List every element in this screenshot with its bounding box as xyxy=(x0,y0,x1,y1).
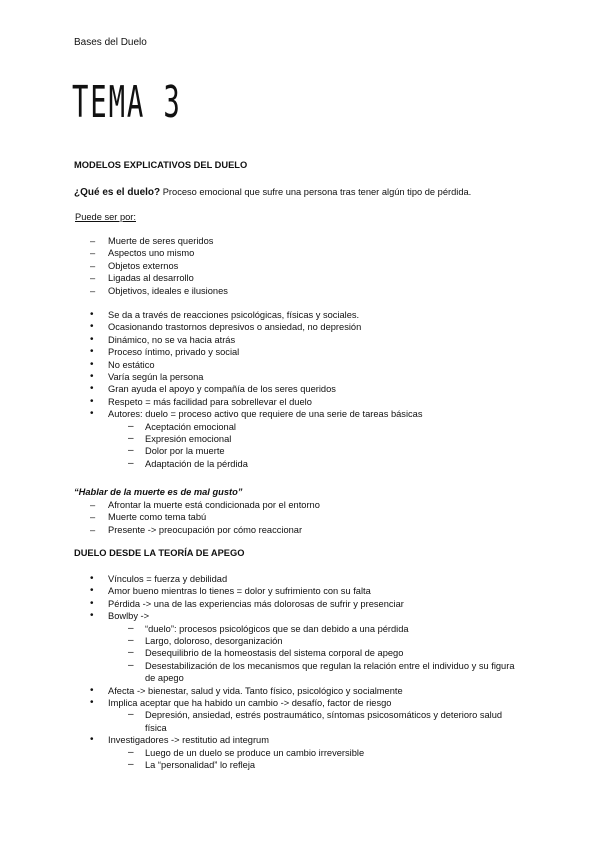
list-item: – Objetos externos xyxy=(90,260,228,272)
list-item xyxy=(90,697,520,734)
definition-question: ¿Qué es el duelo? xyxy=(74,187,161,198)
definition-paragraph xyxy=(74,186,471,199)
implica-text: Implica aceptar que ha habido un cambio -> desafío, factor de riesgo xyxy=(108,697,392,708)
list-item: • Vínculos = fuerza y debilidad xyxy=(90,573,520,585)
list-item: – Presente -> preocupación por cómo reaccionar xyxy=(90,524,320,536)
tasks-sublist xyxy=(128,421,422,471)
list-item: – Objetivos, ideales e ilusiones xyxy=(90,285,228,297)
list-item: – Ligadas al desarrollo xyxy=(90,272,228,284)
list-item: – Aspectos uno mismo xyxy=(90,247,228,259)
list-item: • Afecta -> bienestar, salud y vida. Tanto físico, psicológico y socialmente xyxy=(90,685,520,697)
list-item: – Desestabilización de los mecanismos que regulan la relación entre el individuo y su figura de apego xyxy=(128,660,520,685)
list-item: – Desequilibrio de la homeostasis del sistema corporal de apego xyxy=(128,647,520,659)
characteristics-list xyxy=(90,309,422,470)
list-item: – Depresión, ansiedad, estrés postraumático, síntomas psicosomáticos y deterioro salud física xyxy=(128,709,520,734)
section-heading-modelos: MODELOS EXPLICATIVOS DEL DUELO xyxy=(74,160,248,170)
list-item: – Expresión emocional xyxy=(128,433,422,445)
list-item: • No estático xyxy=(90,359,422,371)
investigadores-sublist xyxy=(128,747,520,772)
list-item: • Proceso íntimo, privado y social xyxy=(90,346,422,358)
list-item: • Ocasionando trastornos depresivos o ansiedad, no depresión xyxy=(90,321,422,333)
quote-heading: “Hablar de la muerte es de mal gusto” xyxy=(74,487,243,497)
section-heading-apego: DUELO DESDE LA TEORÍA DE APEGO xyxy=(74,548,245,558)
list-item: – “duelo”: procesos psicológicos que se dan debido a una pérdida xyxy=(128,623,520,635)
list-item: – Dolor por la muerte xyxy=(128,445,422,457)
list-item: • Gran ayuda el apoyo y compañía de los seres queridos xyxy=(90,383,422,395)
list-item: – La “personalidad” lo refleja xyxy=(128,759,520,771)
list-item xyxy=(90,610,520,684)
list-item: • Respeto = más facilidad para sobrellevar el duelo xyxy=(90,396,422,408)
list-item: – Afrontar la muerte está condicionada por el entorno xyxy=(90,499,320,511)
list-item: – Muerte de seres queridos xyxy=(90,235,228,247)
list-item xyxy=(90,734,520,771)
list-item: – Largo, doloroso, desorganización xyxy=(128,635,520,647)
list-item: – Muerte como tema tabú xyxy=(90,511,320,523)
list-item: • Varía según la persona xyxy=(90,371,422,383)
bowlby-text: Bowlby -> xyxy=(108,611,150,622)
page-title: TEMA 3 xyxy=(72,77,182,128)
implica-sublist xyxy=(128,709,520,734)
list-item: • Pérdida -> una de las experiencias más dolorosas de sufrir y presenciar xyxy=(90,598,520,610)
list-item: • Amor bueno mientras lo tienes = dolor y sufrimiento con su falta xyxy=(90,585,520,597)
quote-list xyxy=(90,499,320,536)
list-item: – Adaptación de la pérdida xyxy=(128,458,422,470)
investigadores-text: Investigadores -> restitutio ad integrum xyxy=(108,735,269,746)
list-item: – Luego de un duelo se produce un cambio irreversible xyxy=(128,747,520,759)
list-item: – Aceptación emocional xyxy=(128,421,422,433)
list-item: • Dinámico, no se va hacia atrás xyxy=(90,334,422,346)
apego-list xyxy=(90,573,520,771)
list-item: • Se da a través de reacciones psicológicas, físicas y sociales. xyxy=(90,309,422,321)
autores-text: Autores: duelo = proceso activo que requiere de una serie de tareas básicas xyxy=(108,409,423,420)
page-header: Bases del Duelo xyxy=(74,37,147,48)
puede-ser-por-label: Puede ser por: xyxy=(75,212,136,222)
causes-list xyxy=(90,235,228,297)
definition-answer: Proceso emocional que sufre una persona tras tener algún tipo de pérdida. xyxy=(160,187,472,197)
list-item xyxy=(90,408,422,470)
bowlby-sublist xyxy=(128,623,520,685)
